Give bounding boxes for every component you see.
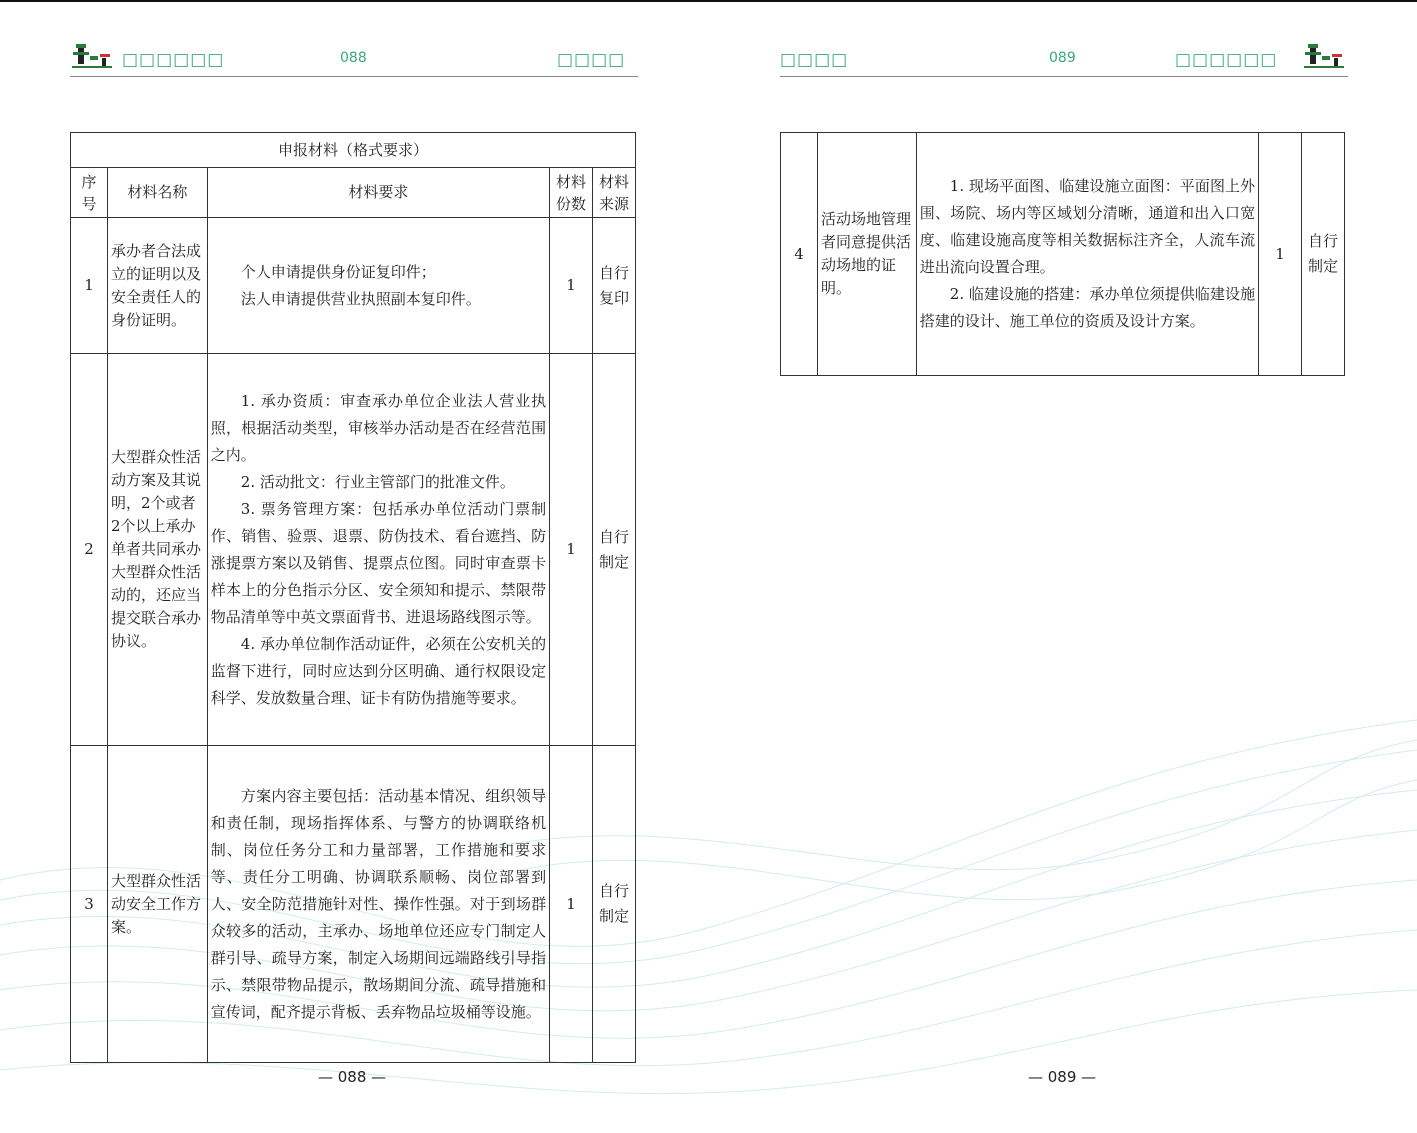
section-title: □□□□ [557,50,626,70]
left-page-header [70,38,638,77]
table-row [781,133,1345,376]
col-header-source: 材料来源 [593,168,636,218]
requirement-paragraph: 1. 承办资质：审查承办单位企业法人营业执照，根据活动类型，审核举办活动是否在经营范围之内。 [210,391,547,464]
row-number: 2 [71,354,108,746]
requirement-paragraph: 1. 现场平面图、临建设施立面图：平面图上外围、场院、场内等区域划分清晰，通道和出入口宽度、临建设施高度等相关数据标注齐全，人流车流进出流向设置合理。 [919,177,1256,276]
material-source: 自行制定 [593,354,636,746]
col-header-requirements: 材料要求 [207,168,549,218]
book-logo-icon [70,42,114,72]
row-number: 3 [71,746,108,1063]
material-copies: 1 [550,354,593,746]
header-page-number: 089 [1049,50,1076,66]
table-title: 申报材料（格式要求） [71,133,636,168]
section-title: □□□□ [780,50,849,70]
table-row [71,354,636,746]
book-logo-icon [1302,42,1346,72]
requirement-paragraph: 4. 承办单位制作活动证件，必须在公安机关的监督下进行，同时应达到分区明确、通行权限设定科学、发放数量合理、证卡有防伪措施等要求。 [210,634,547,707]
material-source: 自行制定 [1302,133,1345,376]
material-name: 大型群众性活动方案及其说明，2个或者2个以上承办单者共同承办大型群众性活动的，还应当提交联合承办协议。 [107,354,207,746]
book-title: □□□□□□ [1175,50,1278,70]
material-name: 大型群众性活动安全工作方案。 [107,746,207,1063]
requirement-paragraph: 方案内容主要包括：活动基本情况、组织领导和责任制，现场指挥体系、与警方的协调联络机制、岗位任务分工和力量部署，工作措施和要求等、责任分工明确、协调联系顺畅、岗位部署到人、安全防范措施针对性、操作性强。对于到场群众较多的活动，主承办、场地单位还应专门制定人群引导、疏导方案，制定入场期间远端路线引导指示、禁限带物品提示，散场期间分流、疏导措施和宣传词，配齐提示背板、丢弃物品垃圾桶等设施。 [210,786,547,1021]
table-header-row [71,168,636,218]
table-row [71,746,636,1063]
book-title: □□□□□□ [122,50,225,70]
material-source: 自行复印 [593,218,636,354]
material-requirements [207,746,549,1063]
material-copies: 1 [1259,133,1302,376]
material-copies: 1 [550,746,593,1063]
materials-table-left [70,132,636,1063]
header-page-number: 088 [340,50,367,66]
requirement-paragraph: 3. 票务管理方案：包括承办单位活动门票制作、销售、验票、退票、防伪技术、看台遮挡、防涨提票方案以及销售、提票点位图。同时审查票卡样本上的分色指示分区、安全须知和提示、禁限带物品清单等中英文票面背书、进退场路线图示等。 [210,499,547,626]
requirement-paragraph: 2. 活动批文：行业主管部门的批准文件。 [240,472,515,491]
col-header-no: 序号 [71,168,108,218]
right-page-footer: — 089 — [1028,1068,1097,1086]
requirement-paragraph: 2. 临建设施的搭建：承办单位须提供临建设施搭建的设计、施工单位的资质及设计方案。 [919,285,1256,330]
material-name: 承办者合法成立的证明以及安全责任人的身份证明。 [107,218,207,354]
left-page-footer: — 088 — [318,1068,387,1086]
row-number: 1 [71,218,108,354]
material-name: 活动场地管理者同意提供活动场地的证明。 [817,133,916,376]
material-requirements [207,218,549,354]
table-row [71,218,636,354]
material-requirements [207,354,549,746]
col-header-name: 材料名称 [107,168,207,218]
material-copies: 1 [550,218,593,354]
materials-table-right [780,132,1345,376]
right-page-header [780,38,1348,77]
material-source: 自行制定 [593,746,636,1063]
requirement-paragraph: 法人申请提供营业执照副本复印件。 [240,289,481,308]
requirement-paragraph: 个人申请提供身份证复印件； [240,262,436,281]
material-requirements [916,133,1258,376]
row-number: 4 [781,133,818,376]
col-header-copies: 材料份数 [550,168,593,218]
